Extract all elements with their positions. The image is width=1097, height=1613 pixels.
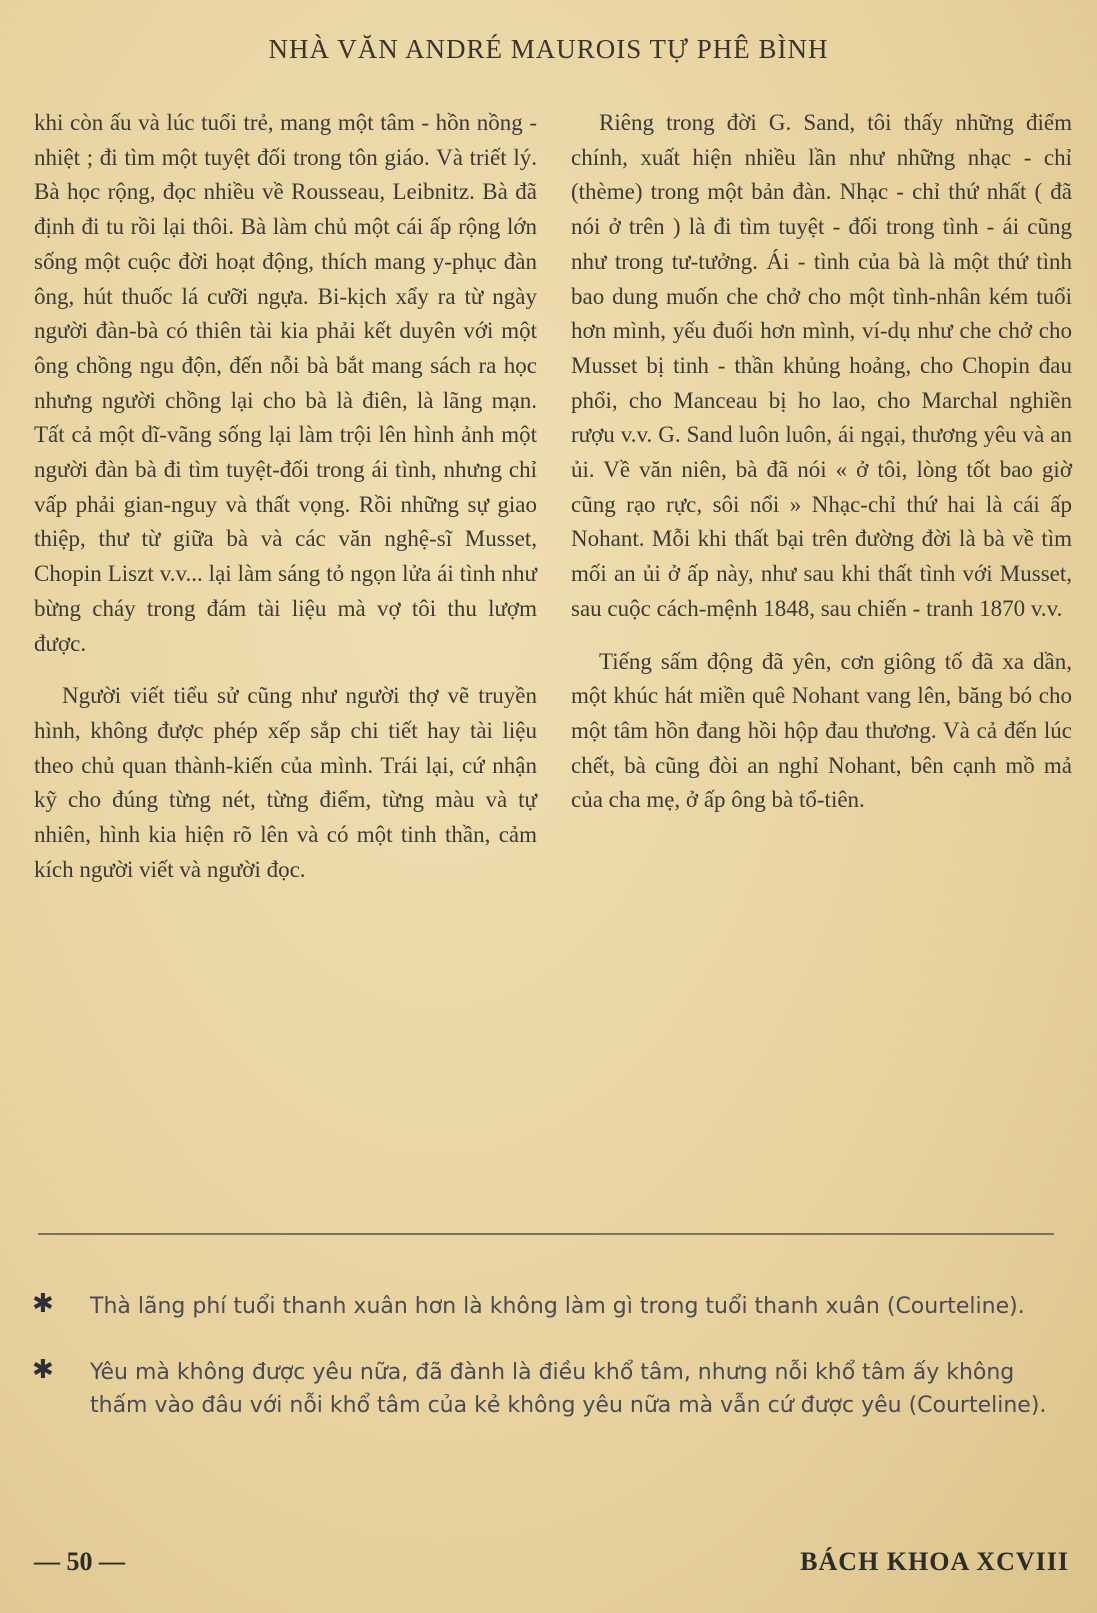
star-icon: ✱ <box>32 1289 54 1319</box>
publication-name: BÁCH KHOA XCVIII <box>800 1547 1069 1576</box>
left-column <box>34 106 537 887</box>
quote-text: Yêu mà không được yêu nữa, đã đành là điều khổ tâm, nhưng nỗi khổ tâm ấy không thấm vào đâu với nỗi khổ tâm của kẻ không yêu nữa mà vẫn cứ được yêu (Courteline). <box>90 1360 1047 1418</box>
right-paragraph-2: Tiếng sấm động đã yên, cơn giông tố đã xa dần, một khúc hát miền quê Nohant vang lên, băng bó cho một tâm hồn đang hồi hộp đau thương. Và cả đến lúc chết, bà cũng đòi an nghỉ Nohant, bên cạnh mồ mả của cha mẹ, ở ấp ông bà tổ-tiên. <box>571 648 1072 813</box>
left-paragraph-1: khi còn ấu và lúc tuổi trẻ, mang một tâm - hồn nồng - nhiệt ; đi tìm một tuyệt đối trong tôn giáo. Và triết lý. Bà học rộng, đọc nhiều về Rousseau, Leibnitz. Bà đã định đi tu rồi lại thôi. Bà làm chủ một cái ấp rộng lớn sống một cuộc đời hoạt động, thích mang y-phục đàn ông, hút thuốc lá cưỡi ngựa. Bi-kịch xẩy ra từ ngày người đàn-bà có thiên tài kia phải kết duyên với một ông chồng ngu độn, đến nỗi bà bắt mang sách ra học nhưng người chồng lại cho bà là điên, là lãng mạn. Tất cả một dĩ-vãng sống lại làm trội lên hình ảnh một người đàn bà đi tìm tuyệt-đối trong ái tình, nhưng chỉ vấp phải gian-nguy và thất vọng. Rồi những sự giao thiệp, thư từ giữa bà và các văn nghệ-sĩ Musset, Chopin Liszt v.v... lại làm sáng tỏ ngọn lửa ái tình như bừng cháy trong đám tài liệu mà vợ tôi thu lượm được. <box>34 110 537 656</box>
quote-item <box>30 1290 1070 1323</box>
page-number: — 50 — <box>34 1547 125 1576</box>
star-icon: ✱ <box>32 1355 54 1385</box>
quotes-section <box>30 1290 1070 1422</box>
page-header-title: NHÀ VĂN ANDRÉ MAUROIS TỰ PHÊ BÌNH <box>268 34 829 64</box>
quote-text: Thà lãng phí tuổi thanh xuân hơn là không làm gì trong tuổi thanh xuân (Courteline). <box>90 1294 1025 1319</box>
right-paragraph-1: Riêng trong đời G. Sand, tôi thấy những điểm chính, xuất hiện nhiều lần như những nhạc - chỉ (thème) trong một bản đàn. Nhạc - chỉ thứ nhất ( đã nói ở trên ) là đi tìm tuyệt - đối trong tình - ái cũng như trong tư-tưởng. Ái - tình của bà là một thứ tình bao dung muốn che chở cho một tình-nhân kém tuổi hơn mình, yếu đuối hơn mình, ví-dụ như che chở cho Musset bị tinh - thần khủng hoảng, cho Chopin đau phổi, cho Manceau bị ho lao, cho Marchal nghiền rượu v.v. G. Sand luôn luôn, ái ngại, thương yêu và an ủi. Về văn niên, bà đã nói « ở tôi, lòng tốt bao giờ cũng rạo rực, sôi nổi » Nhạc-chỉ thứ hai là cái ấp Nohant. Mỗi khi thất bại trên đường đời là bà về tìm mối an ủi ở ấp này, như sau khi thất tình với Musset, sau cuộc cách-mệnh 1848, sau chiến - tranh 1870 v.v. <box>571 110 1072 621</box>
quote-item <box>30 1356 1070 1422</box>
section-divider <box>38 1233 1054 1235</box>
left-paragraph-2: Người viết tiểu sử cũng như người thợ vẽ truyền hình, không được phép xếp sắp chi tiết hay tài liệu theo chủ quan thành-kiến của mình. Trái lại, cứ nhận kỹ cho đúng từng nét, từng điểm, từng màu và tự nhiên, hình kia hiện rõ lên và có một tinh thần, cảm kích người viết và người đọc. <box>34 683 537 882</box>
right-column <box>571 106 1072 818</box>
